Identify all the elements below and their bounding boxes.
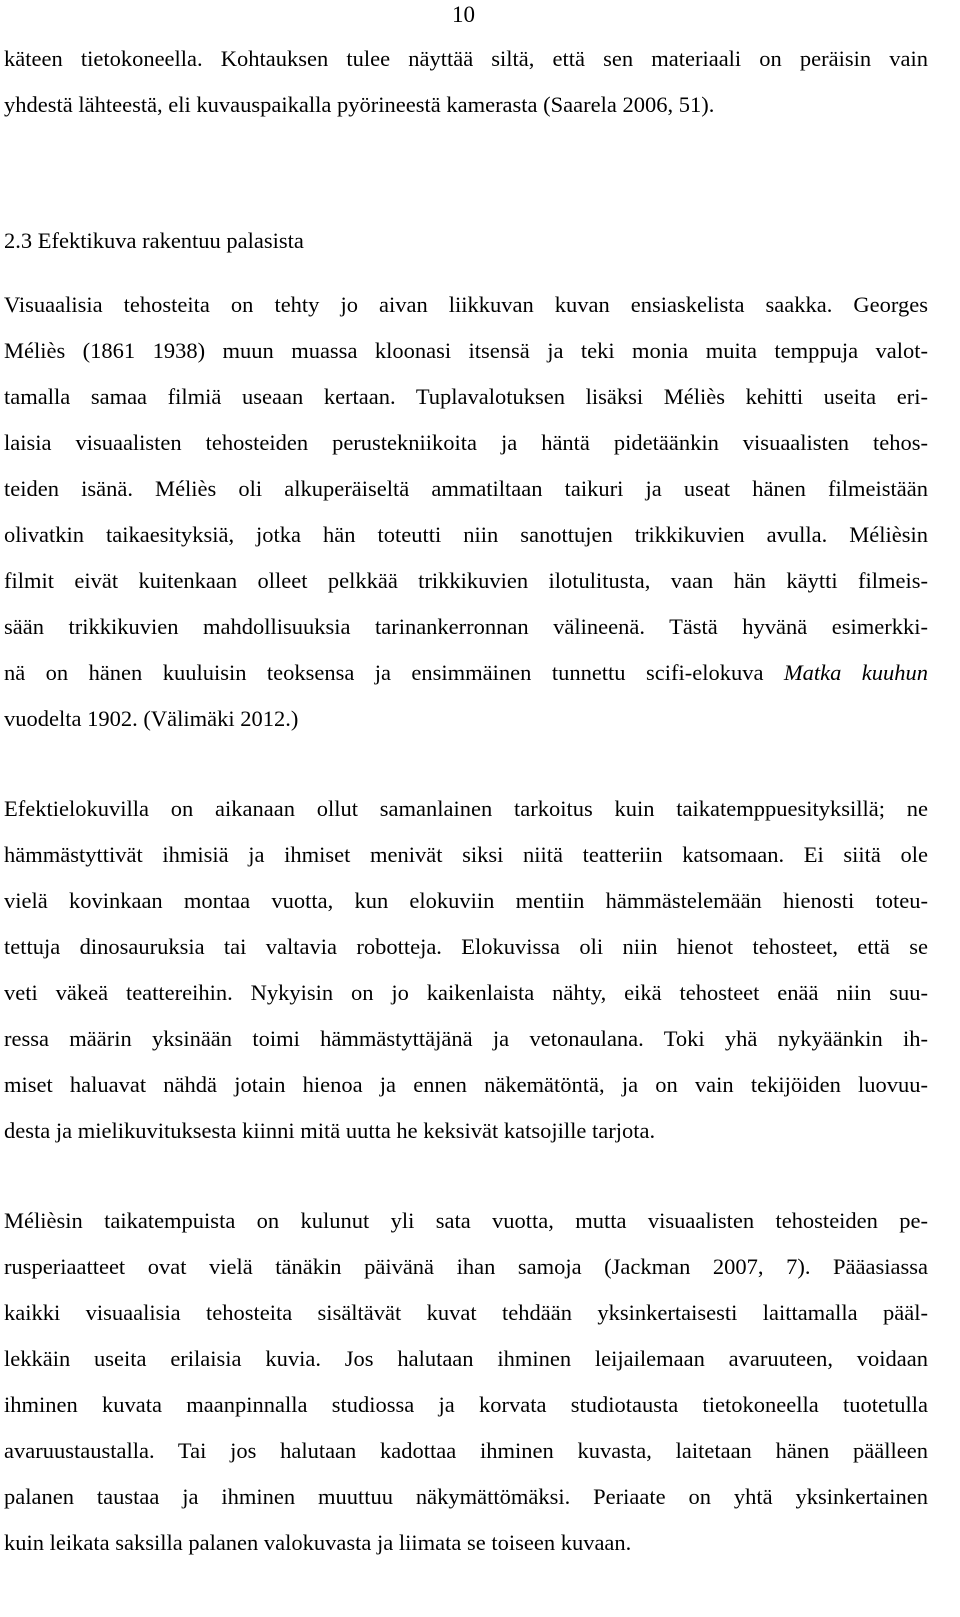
paragraph-line: avaruustaustalla. Tai jos halutaan kadottaa ihminen kuvasta, laitetaan hänen päälleen <box>4 1438 928 1463</box>
paragraph-line: lekkäin useita erilaisia kuvia. Jos halutaan ihminen leijailemaan avaruuteen, voidaan <box>4 1346 928 1371</box>
paragraph-line: sään trikkikuvien mahdollisuuksia tarinankerronnan välineenä. Tästä hyvänä esimerkki- <box>4 614 928 639</box>
paragraph-line: Visuaalisia tehosteita on tehty jo aivan liikkuvan kuvan ensiaskelista saakka. Georges <box>4 292 928 317</box>
paragraph-line: veti väkeä teattereihin. Nykyisin on jo kaikenlaista nähty, eikä tehosteet enää niin suu- <box>4 980 928 1005</box>
film-title: Matka kuuhun <box>783 660 928 685</box>
section-heading: 2.3 Efektikuva rakentuu palasista <box>4 228 304 253</box>
paragraph-line: ihminen kuvata maanpinnalla studiossa ja korvata studiotausta tietokoneella tuotetulla <box>4 1392 928 1417</box>
page-number: 10 <box>452 2 475 27</box>
intro-line: yhdestä lähteestä, eli kuvauspaikalla pyörineestä kamerasta (Saarela 2006, 51). <box>4 92 715 117</box>
paragraph-line: filmit eivät kuitenkaan olleet pelkkää trikkikuvien ilotulitusta, vaan hän käytti filmeis- <box>4 568 928 593</box>
paragraph-line: hämmästyttivät ihmisiä ja ihmiset menivät siksi niitä teatteriin katsomaan. Ei siitä ole <box>4 842 928 867</box>
paragraph-line: olivatkin taikaesityksiä, jotka hän toteutti niin sanottujen trikkikuvien avulla. Mélièsin <box>4 522 928 547</box>
paragraph-line: teiden isänä. Méliès oli alkuperäiseltä ammatiltaan taikuri ja useat hänen filmeistään <box>4 476 928 501</box>
paragraph-line: vuodelta 1902. (Välimäki 2012.) <box>4 706 299 731</box>
line-text: nä on hänen kuuluisin teoksensa ja ensimmäinen tunnettu scifi-elokuva <box>4 660 784 685</box>
paragraph-line: rusperiaatteet ovat vielä tänäkin päivänä ihan samoja (Jackman 2007, 7). Pääasiassa <box>4 1254 928 1279</box>
paragraph-line: tamalla samaa filmiä useaan kertaan. Tuplavalotuksen lisäksi Méliès kehitti useita eri- <box>4 384 928 409</box>
paragraph-line: Méliès (1861 1938) muun muassa kloonasi itsensä ja teki monia muita temppuja valot- <box>4 338 928 363</box>
paragraph-line: Mélièsin taikatempuista on kulunut yli sata vuotta, mutta visuaalisten tehosteiden pe- <box>4 1208 928 1233</box>
intro-line: käteen tietokoneella. Kohtauksen tulee näyttää siltä, että sen materiaali on peräisin vain <box>4 46 928 71</box>
paragraph-line: miset haluavat nähdä jotain hienoa ja ennen näkemätöntä, ja on vain tekijöiden luovuu- <box>4 1072 928 1097</box>
paragraph-line: palanen taustaa ja ihminen muuttuu näkymättömäksi. Periaate on yhtä yksinkertainen <box>4 1484 928 1509</box>
paragraph-line: laisia visuaalisten tehosteiden perustekniikoita ja häntä pidetäänkin visuaalisten tehos- <box>4 430 928 455</box>
paragraph-line: kaikki visuaalisia tehosteita sisältävät kuvat tehdään yksinkertaisesti laittamalla pääl- <box>4 1300 928 1325</box>
paragraph-line <box>4 658 928 688</box>
paragraph-line: tettuja dinosauruksia tai valtavia robotteja. Elokuvissa oli niin hienot tehosteet, että se <box>4 934 928 959</box>
paragraph-line: ressa määrin yksinään toimi hämmästyttäjänä ja vetonaulana. Toki yhä nykyäänkin ih- <box>4 1026 928 1051</box>
paragraph-line: desta ja mielikuvituksesta kiinni mitä uutta he keksivät katsojille tarjota. <box>4 1118 656 1143</box>
paragraph-line: kuin leikata saksilla palanen valokuvasta ja liimata se toiseen kuvaan. <box>4 1530 632 1555</box>
paragraph-line: Efektielokuvilla on aikanaan ollut samanlainen tarkoitus kuin taikatemppuesityksillä; ne <box>4 796 928 821</box>
paragraph-line: vielä kovinkaan montaa vuotta, kun elokuviin mentiin hämmästelemään hienosti toteu- <box>4 888 928 913</box>
